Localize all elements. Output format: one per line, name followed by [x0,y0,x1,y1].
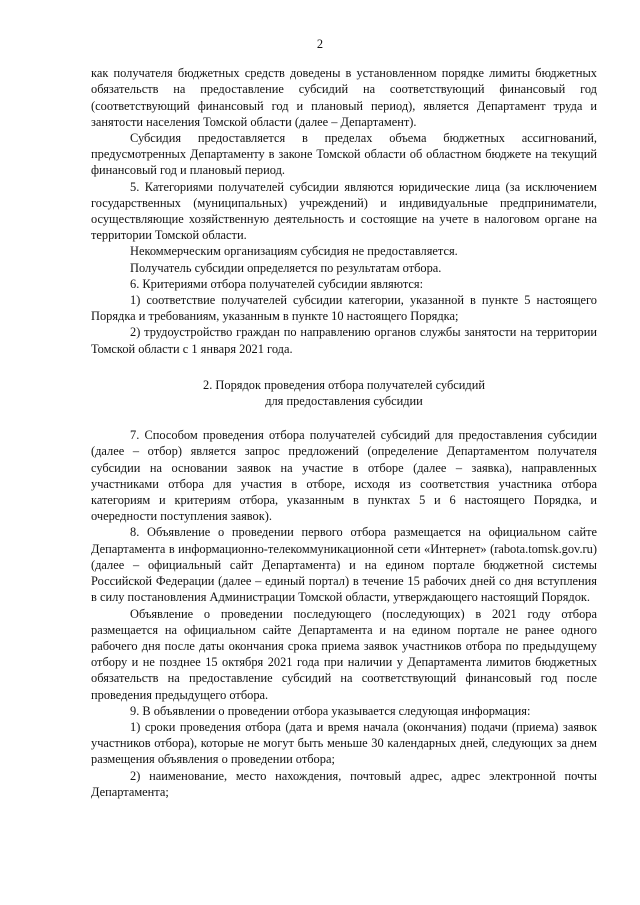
paragraph: 6. Критериями отбора получателей субсидии являются: [130,276,424,291]
paragraph: 2) трудоустройство граждан по направлению органов службы занятости на территории Томской области с 1 января 2021 года. [91,325,597,356]
paragraph: 1) сроки проведения отбора (дата и время начала (окончания) подачи (приема) заявок участников отбора), которые не могут быть меньше 30 календарных дней, следующих за днем размещения объявления о проведении отбора; [91,719,597,767]
paragraph: 2) наименование, место нахождения, почтовый адрес, адрес электронной почты Департамента; [91,768,597,799]
section-heading-line: 2. Порядок проведения отбора получателей субсидий [203,377,485,392]
section-heading [91,377,597,409]
paragraph: 5. Категориями получателей субсидии являются юридические лица (за исключением государственных (муниципальных) учреждений) и индивидуальные предприниматели, осуществляющие хозяйственную деятельность и состоящие на учете в налоговом органе на территории Томской области. [91,179,597,243]
paragraphs-bottom [91,427,597,800]
paragraph: 9. В объявлении о проведении отбора указывается следующая информация: [130,703,531,718]
section-heading-line: для предоставления субсидии [265,394,423,409]
paragraph: Получатель субсидии определяется по результатам отбора. [130,260,442,275]
paragraph: Объявление о проведении последующего (последующих) в 2021 году отбора размещается на официальном сайте Департамента и на едином портале не ранее одного рабочего дня после даты окончания срока приема заявок участников отбора по предыдущему отбору и не позднее 15 октября 2021 года при наличии у Департамента лимитов бюджетных обязательств на предоставление субсидий на соответствующий финансовый год после проведения предыдущего отбора. [91,606,597,702]
paragraphs-top [91,65,597,357]
paragraph: Некоммерческим организациям субсидия не предоставляется. [130,244,458,259]
paragraph: Субсидия предоставляется в пределах объема бюджетных ассигнований, предусмотренных Департаменту в законе Томской области об областном бюджете на текущий финансовый год и плановый период. [91,131,597,178]
page-number: 2 [316,37,324,51]
paragraph: 7. Способом проведения отбора получателей субсидий для предоставления субсидии (далее – отбор) является запрос предложений (определение Департаментом получателя субсидии на основании заявок на участие в отборе (далее – заявка), направленных участниками отбора для участия в отборе, исходя из соответствия участника отбора категориям и критериям отбора, указанным в пунктах 5 и 6 настоящего Порядка, и очередности поступления заявок). [91,428,597,524]
paragraph: 1) соответствие получателей субсидии категории, указанной в пункте 5 настоящего Порядка и требованиям, указанным в пункте 10 настоящего Порядка; [91,293,597,324]
paragraph: как получателя бюджетных средств доведены в установленном порядке лимиты бюджетных обязательств на предоставление субсидий на соответствующий финансовый год (соответствующий финансовый год и плановый период), является Департамент труда и занятости населения Томской области (далее – Департамент). [91,66,597,129]
paragraph: 8. Объявление о проведении первого отбора размещается на официальном сайте Департамента в информационно-телекоммуникационной сети «Интернет» (rabota.tomsk.gov.ru) (далее – официальный сайт Департамента) и на едином портале бюджетной системы Российской Федерации (далее – единый портал) в течение 15 рабочих дней со дня вступления в силу постановления Администрации Томской области, утверждающего настоящий Порядок. [91,525,597,605]
